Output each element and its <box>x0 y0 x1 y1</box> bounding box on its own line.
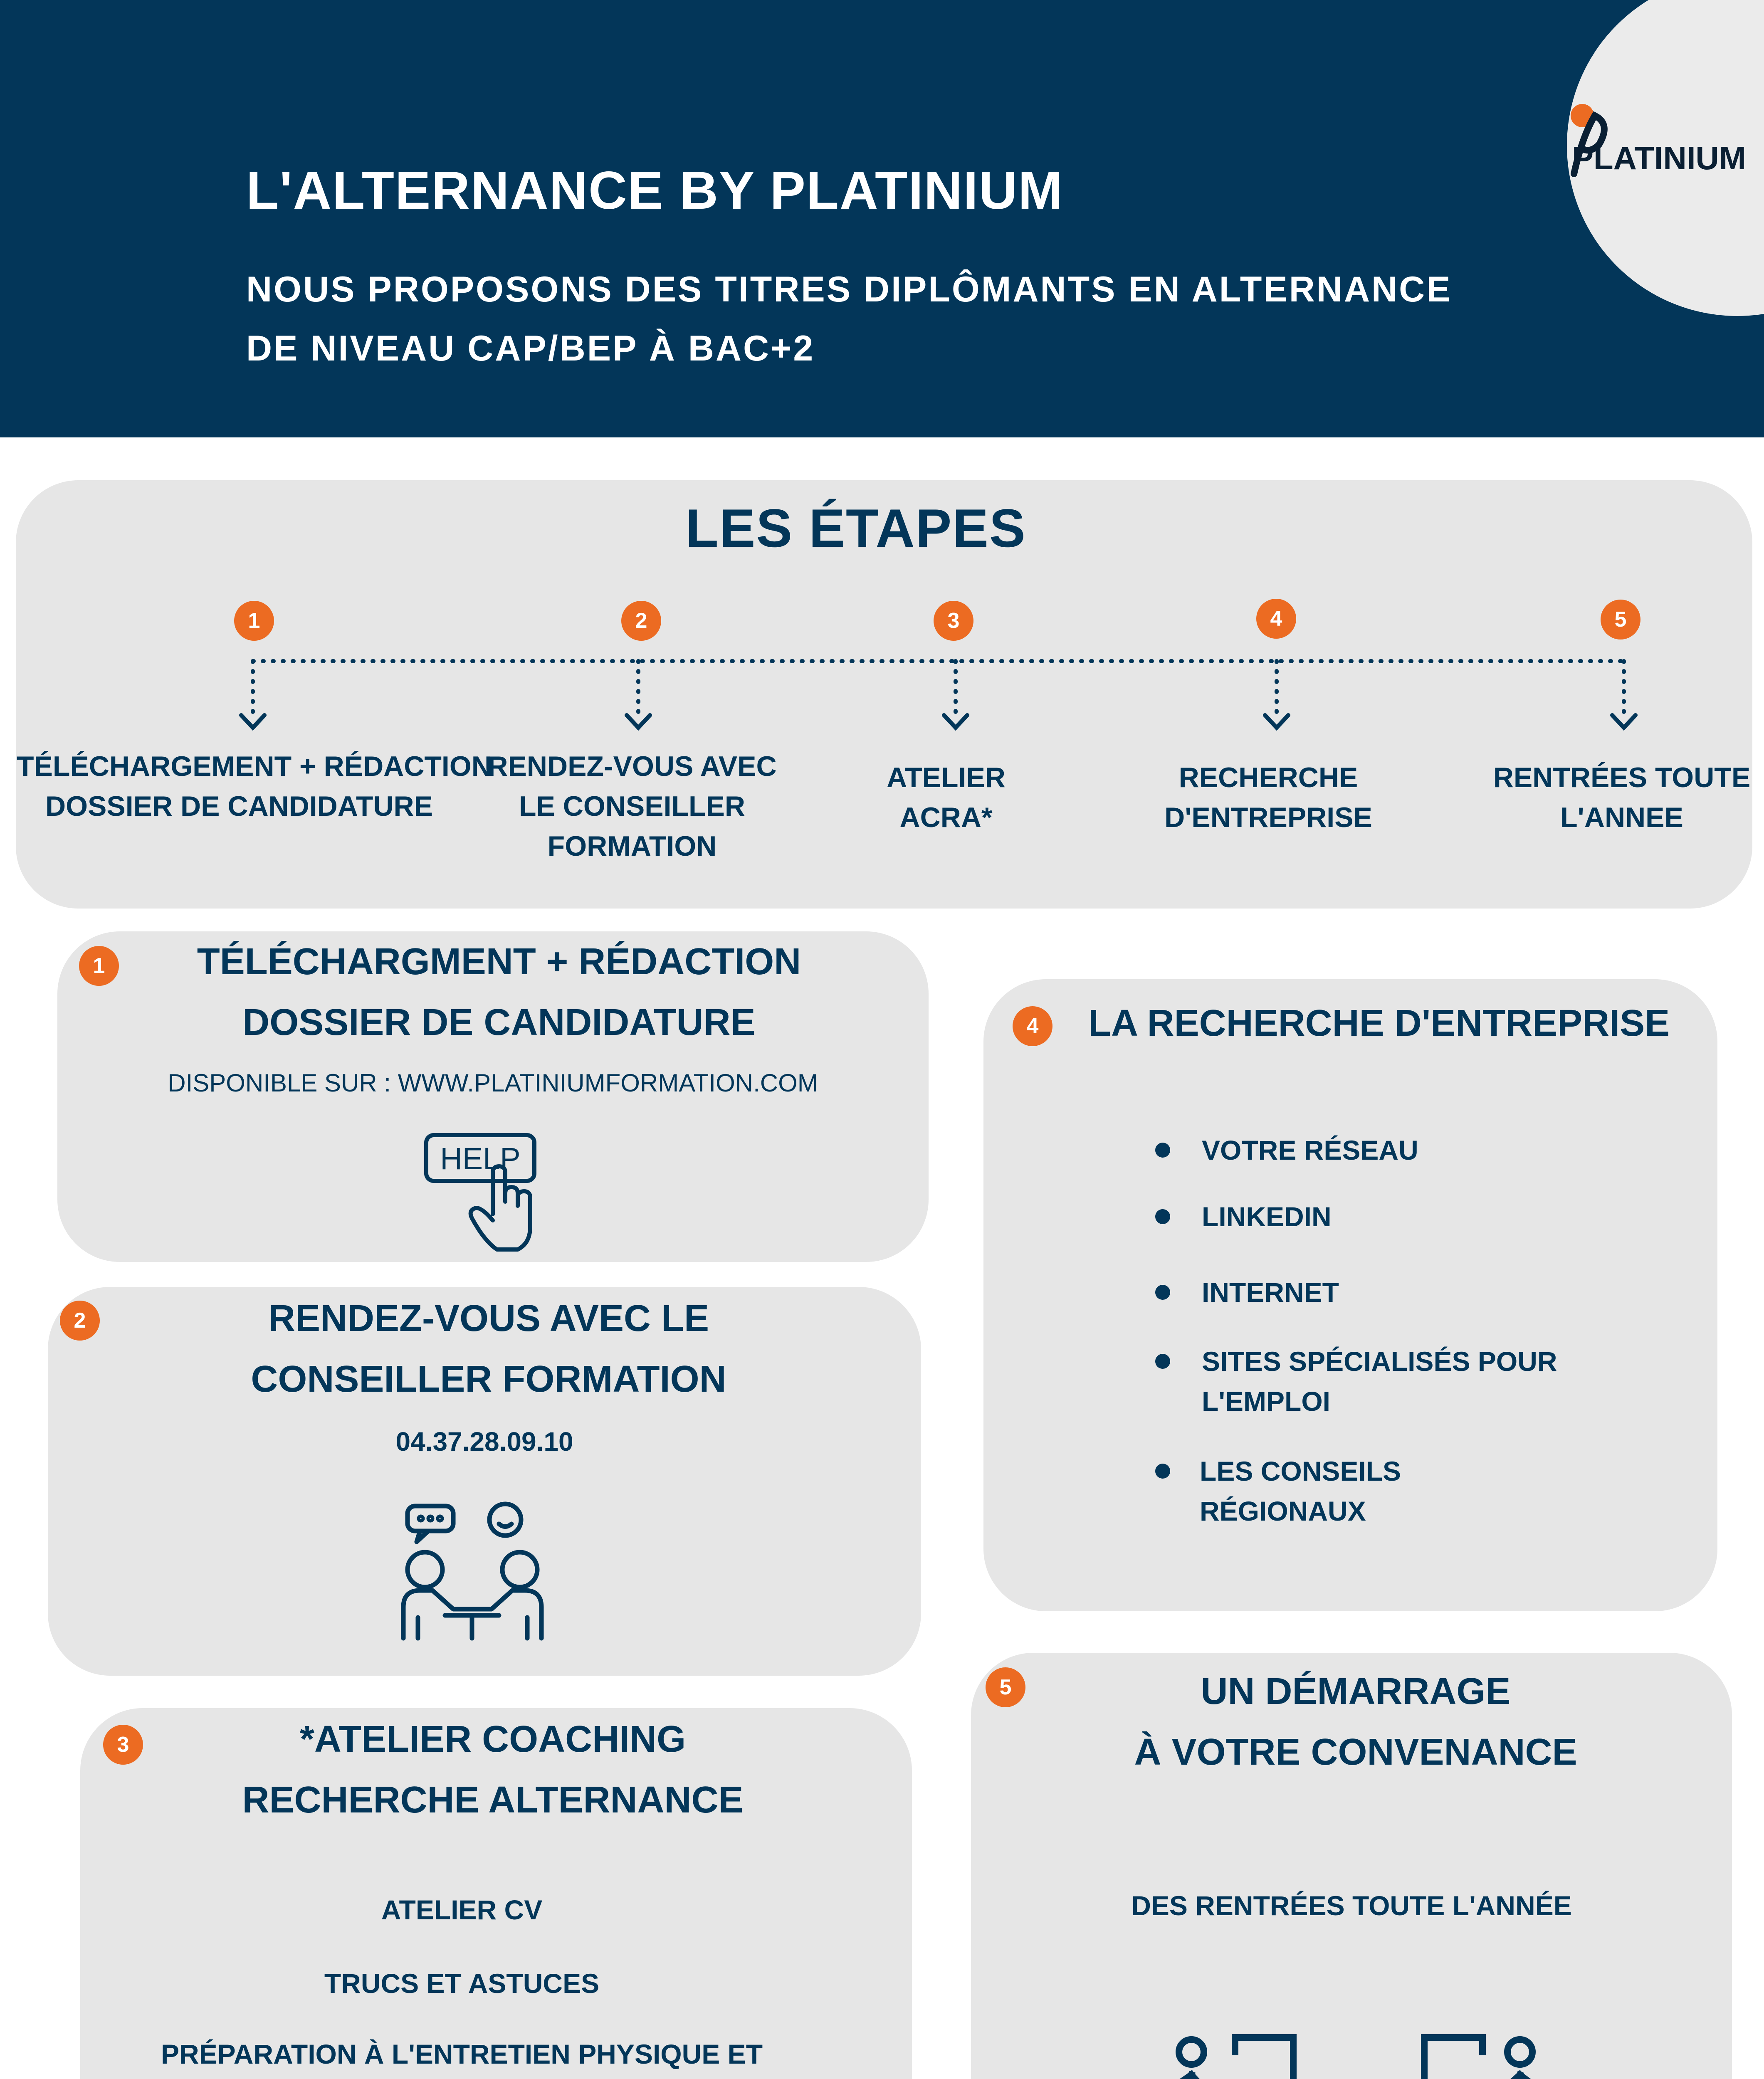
search-channel-network: VOTRE RÉSEAU <box>1202 1135 1418 1165</box>
step-3-label: ATELIER ACRA* <box>887 762 1006 833</box>
step-5-label: RENTRÉES TOUTE L'ANNEE <box>1493 762 1751 833</box>
coaching-item-cv: ATELIER CV <box>381 1894 543 1925</box>
bullet-icon <box>1155 1285 1170 1300</box>
search-channel-linkedin: LINKEDIN <box>1202 1201 1332 1232</box>
bullet-icon <box>1155 1209 1170 1224</box>
step-3-badge: 3 <box>934 601 973 641</box>
step-2-badge: 2 <box>621 601 661 641</box>
svg-text:HELP: HELP <box>440 1141 521 1176</box>
card-2-title: RENDEZ-VOUS AVEC LE CONSEILLER FORMATION <box>251 1298 726 1400</box>
step-1-badge: 1 <box>234 601 274 641</box>
card-5-badge: 5 <box>986 1667 1025 1707</box>
step-1-label: TÉLÉCHARGEMENT + RÉDACTION DOSSIER DE CANDIDATURE <box>17 751 492 822</box>
exit-door-icon <box>1412 2033 1566 2079</box>
step-2-label: RENDEZ-VOUS AVEC LE CONSEILLER FORMATION <box>487 751 777 862</box>
card-2-phone: 04.37.28.09.10 <box>395 1427 573 1457</box>
coaching-item-tips: TRUCS ET ASTUCES <box>324 1968 600 1999</box>
bullet-icon <box>1155 1143 1170 1158</box>
logo-text: PLATINIUM <box>1572 140 1746 176</box>
steps-title: LES ÉTAPES <box>685 498 1026 558</box>
search-channel-internet: INTERNET <box>1202 1277 1339 1308</box>
card-4-title: LA RECHERCHE D'ENTREPRISE <box>1088 1002 1670 1044</box>
bullet-icon <box>1155 1354 1170 1369</box>
help-hand-icon <box>422 1131 547 1256</box>
card-3-title: *ATELIER COACHING RECHERCHE ALTERNANCE <box>242 1719 744 1821</box>
coaching-item-interview: PRÉPARATION À L'ENTRETIEN PHYSIQUE ET <box>161 2039 763 2069</box>
card-1-website: DISPONIBLE SUR : WWW.PLATINIUMFORMATION.COM <box>168 1069 818 1097</box>
page-subtitle <box>246 260 1452 378</box>
page-title: L'ALTERNANCE BY PLATINIUM <box>246 161 1063 220</box>
search-channel-regional-councils: LES CONSEILS RÉGIONAUX <box>1200 1456 1401 1526</box>
card-4-badge: 4 <box>1013 1006 1052 1046</box>
step-5-badge: 5 <box>1601 600 1640 640</box>
card-5-title: UN DÉMARRAGE À VOTRE CONVENANCE <box>1134 1671 1577 1773</box>
subtitle-line-1: NOUS PROPOSONS DES TITRES DIPLÔMANTS EN ALTERNANCE <box>246 269 1452 309</box>
card-5-text: DES RENTRÉES TOUTE L'ANNÉE <box>1131 1890 1572 1921</box>
step-4-label: RECHERCHE D'ENTREPRISE <box>1164 762 1372 833</box>
enter-door-icon <box>1152 2033 1306 2079</box>
card-2-badge: 2 <box>60 1301 100 1341</box>
card-1-badge: 1 <box>79 946 119 986</box>
card-3-badge: 3 <box>103 1725 143 1765</box>
card-1-title: TÉLÉCHARGMENT + RÉDACTION DOSSIER DE CANDIDATURE <box>197 941 801 1043</box>
bullet-icon <box>1155 1464 1170 1479</box>
meeting-icon <box>395 1501 549 1644</box>
step-4-badge: 4 <box>1256 599 1296 639</box>
search-channel-job-sites: SITES SPÉCIALISÉS POUR L'EMPLOI <box>1202 1346 1557 1417</box>
subtitle-line-2: DE NIVEAU CAP/BEP À BAC+2 <box>246 328 815 368</box>
